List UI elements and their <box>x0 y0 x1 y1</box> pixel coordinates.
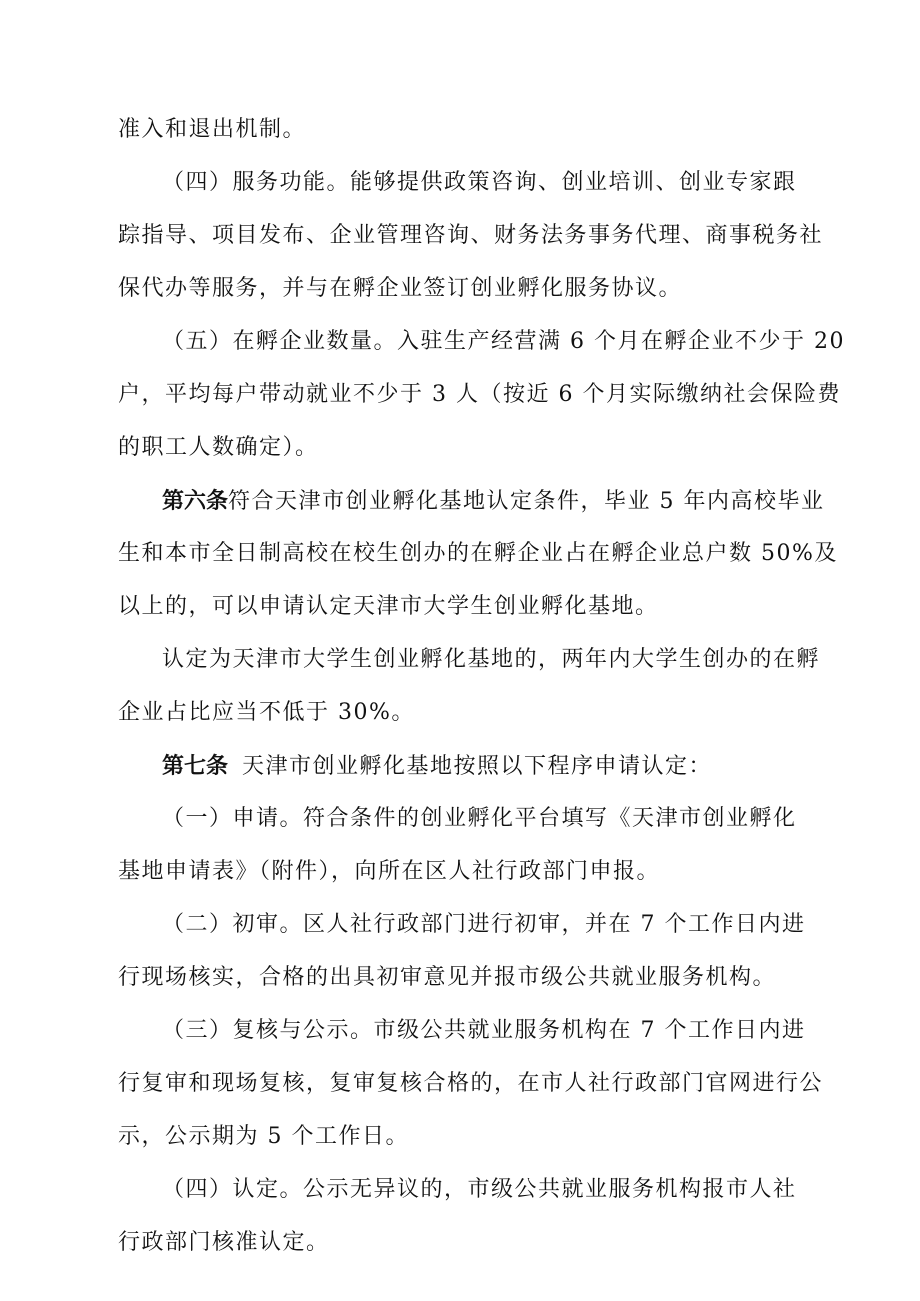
text-line: （四）服务功能。能够提供政策咨询、创业培训、创业专家跟 <box>162 170 797 195</box>
text-line: 以上的，可以申请认定天津市大学生创业孵化基地。 <box>118 594 659 619</box>
text-span: 符合天津市创业孵化基地认定条件，毕业 5 年内高校毕业 <box>228 489 825 514</box>
text-line: 踪指导、项目发布、企业管理咨询、财务法务事务代理、商事税务社 <box>118 223 824 248</box>
text-line: 基地申请表》（附件），向所在区人社行政部门申报。 <box>118 859 661 884</box>
text-line: （三）复核与公示。市级公共就业服务机构在 7 个工作日内进 <box>162 1018 806 1043</box>
text-line: 示，公示期为 5 个工作日。 <box>118 1124 409 1149</box>
text-line: （五）在孵企业数量。入驻生产经营满 6 个月在孵企业不少于 20 <box>162 329 845 354</box>
text-span: 天津市创业孵化基地按照以下程序申请认定： <box>242 754 713 779</box>
article-6-first-line <box>162 486 825 516</box>
article-6-label: 第六条 <box>162 488 229 514</box>
text-line: 保代办等服务，并与在孵企业签订创业孵化服务协议。 <box>118 276 683 301</box>
text-line: 生和本市全日制高校在校生创办的在孵企业占在孵企业总户数 50%及 <box>118 541 838 566</box>
text-line: 准入和退出机制。 <box>118 117 307 142</box>
article-7-line <box>162 751 818 781</box>
text-line: 户，平均每户带动就业不少于 3 人（按近 6 个月实际缴纳社会保险费 <box>118 382 841 407</box>
text-line: 企业占比应当不低于 30%。 <box>118 700 415 725</box>
text-line: （二）初审。区人社行政部门进行初审，并在 7 个工作日内进 <box>162 912 806 937</box>
text-line: （四）认定。公示无异议的，市级公共就业服务机构报市人社 <box>162 1177 797 1202</box>
text-line: 行现场核实，合格的出具初审意见并报市级公共就业服务机构。 <box>118 965 777 990</box>
text-line: 行复审和现场复核，复审复核合格的，在市人社行政部门官网进行公 <box>118 1071 824 1096</box>
article-7-label: 第七条 <box>162 753 229 779</box>
text-line: （一）申请。符合条件的创业孵化平台填写《天津市创业孵化 <box>162 806 797 831</box>
text-line: 认定为天津市大学生创业孵化基地的，两年内大学生创办的在孵 <box>162 647 821 672</box>
text-line: 的职工人数确定）。 <box>118 435 319 460</box>
text-line: 行政部门核准认定。 <box>118 1230 330 1255</box>
